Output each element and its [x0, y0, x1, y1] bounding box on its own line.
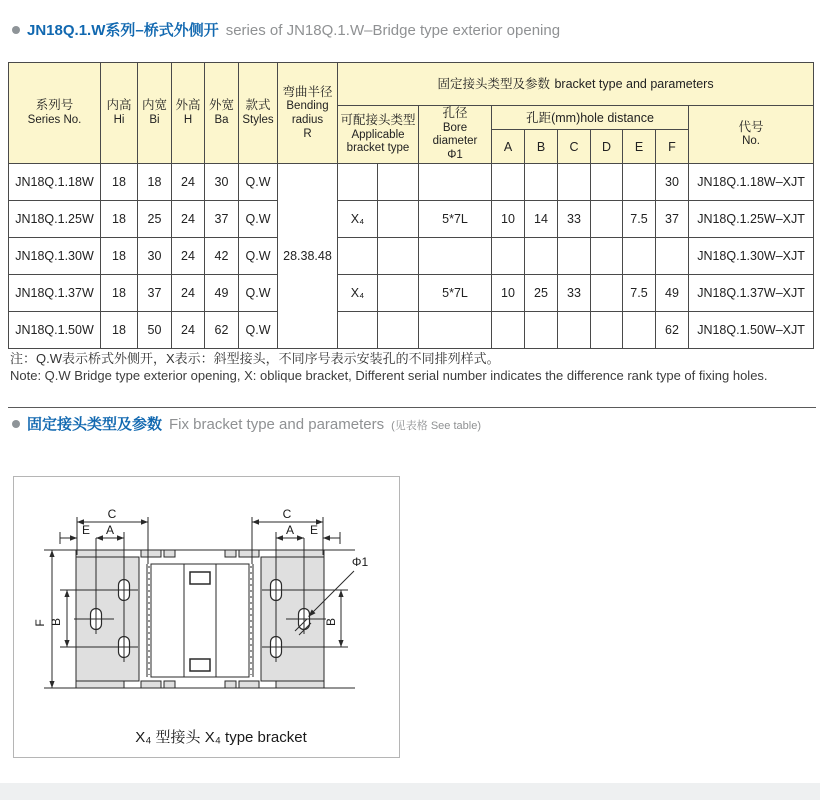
cell-code: JN18Q.1.50W–XJT: [689, 312, 814, 349]
table-row: [9, 238, 814, 275]
header-hole-distance-label: 孔距(mm)hole distance: [526, 110, 654, 125]
header-applicable-zh: 可配接头类型: [340, 112, 416, 127]
header-col-a: A: [492, 130, 525, 164]
header-col-f: F: [656, 130, 689, 164]
cell-style: Q.W: [239, 164, 278, 201]
note-zh: 注：Q.W表示桥式外侧开，X表示：斜型接头，不同序号表示安装孔的不同排列样式。: [10, 351, 500, 366]
section2-title-en: Fix bracket type and parameters: [169, 416, 385, 433]
cell-f: 30: [656, 164, 689, 201]
dim-label-a-left: A: [105, 523, 115, 537]
header-bi-en: Bi: [149, 113, 160, 126]
cell-c: [558, 164, 591, 201]
cell-style: Q.W: [239, 275, 278, 312]
cell-series: JN18Q.1.25W: [9, 201, 101, 238]
cell-bi: 37: [138, 275, 172, 312]
header-styles-en: Styles: [242, 113, 274, 126]
cell-b: [525, 238, 558, 275]
cell-c: 33: [558, 275, 591, 312]
cell-ba: 49: [205, 275, 239, 312]
cell-b: 14: [525, 201, 558, 238]
cell-hi: 18: [101, 238, 138, 275]
header-styles: [239, 63, 278, 164]
header-col-c: C: [558, 130, 591, 164]
cell-hi: 18: [101, 312, 138, 349]
cell-a: 10: [492, 275, 525, 312]
page-title-zh: JN18Q.1.W系列–桥式外侧开: [27, 22, 219, 39]
dim-label-b-left: B: [49, 617, 63, 627]
cell-b: 25: [525, 275, 558, 312]
cell-e: [623, 238, 656, 275]
cell-series: JN18Q.1.18W: [9, 164, 101, 201]
cell-bracket2: [378, 275, 419, 312]
header-hi-en: Hi: [113, 113, 125, 126]
figure-box: [13, 476, 400, 758]
header-bore-zh: 孔径: [442, 106, 468, 120]
cell-bracket2: [378, 201, 419, 238]
cell-bi: 18: [138, 164, 172, 201]
cell-series: JN18Q.1.50W: [9, 312, 101, 349]
dim-label-e-right: E: [309, 523, 319, 537]
cell-a: 10: [492, 201, 525, 238]
header-bracket-group: [338, 63, 814, 106]
cell-bi: 25: [138, 201, 172, 238]
section2-title-zh: 固定接头类型及参数: [27, 416, 163, 433]
header-col-b: B: [525, 130, 558, 164]
dim-label-b-right: B: [324, 617, 338, 627]
header-bore-en1: Bore diameter: [432, 121, 478, 148]
cell-bore: 5*7L: [419, 275, 492, 312]
cell-e: 7.5: [623, 275, 656, 312]
cell-bracket: X₄: [338, 201, 378, 238]
cell-code: JN18Q.1.37W–XJT: [689, 275, 814, 312]
cell-d: [591, 275, 623, 312]
footer-bar: [0, 783, 820, 800]
cell-series: JN18Q.1.30W: [9, 238, 101, 275]
cell-code: JN18Q.1.25W–XJT: [689, 201, 814, 238]
cell-ba: 30: [205, 164, 239, 201]
page-title-en: series of JN18Q.1.W–Bridge type exterior opening: [225, 22, 561, 39]
section-divider: [8, 407, 816, 408]
cell-f: 37: [656, 201, 689, 238]
cell-bracket: [338, 164, 378, 201]
cell-h: 24: [172, 275, 205, 312]
header-h-en: H: [183, 113, 193, 126]
cell-bi: 50: [138, 312, 172, 349]
cell-f: 49: [656, 275, 689, 312]
cell-h: 24: [172, 238, 205, 275]
cell-bracket2: [378, 164, 419, 201]
header-applicable-en1: Applicable: [351, 128, 405, 141]
cell-series: JN18Q.1.37W: [9, 275, 101, 312]
header-code-en: No.: [742, 135, 760, 148]
cell-style: Q.W: [239, 201, 278, 238]
header-h-zh: 外高: [175, 98, 201, 113]
cell-bracket: X₄: [338, 275, 378, 312]
cell-style: Q.W: [239, 312, 278, 349]
header-styles-zh: 款式: [245, 98, 271, 113]
cell-a: [492, 238, 525, 275]
header-applicable-en2: bracket type: [346, 142, 410, 155]
header-bending-radius: [278, 63, 338, 164]
cell-bracket: [338, 312, 378, 349]
cell-d: [591, 201, 623, 238]
header-series-en: Series No.: [27, 113, 82, 126]
header-bending-en3: R: [303, 127, 312, 140]
header-bending-en1: Bending: [286, 100, 329, 113]
table-row: [9, 275, 814, 312]
header-h: [172, 63, 205, 164]
spec-table: [8, 62, 814, 349]
cell-h: 24: [172, 201, 205, 238]
cell-f: 62: [656, 312, 689, 349]
header-bi-zh: 内宽: [141, 98, 167, 113]
cell-c: [558, 238, 591, 275]
cell-bore: [419, 164, 492, 201]
cell-a: [492, 312, 525, 349]
cell-bracket2: [378, 312, 419, 349]
cell-c: 33: [558, 201, 591, 238]
cell-bore: 5*7L: [419, 201, 492, 238]
bullet-icon: [12, 420, 20, 428]
cell-bore: [419, 238, 492, 275]
cell-ba: 42: [205, 238, 239, 275]
cell-d: [591, 238, 623, 275]
cell-hi: 18: [101, 201, 138, 238]
header-bending-zh: 弯曲半径: [282, 84, 333, 99]
table-row: [9, 201, 814, 238]
note-en: Note: Q.W Bridge type exterior opening, X: oblique bracket, Different serial number indicates the difference rank type of fixing holes.: [10, 368, 768, 383]
table-row: [9, 164, 814, 201]
header-ba: [205, 63, 239, 164]
cell-code: JN18Q.1.18W–XJT: [689, 164, 814, 201]
section2-title: [12, 413, 481, 434]
cell-bracket: [338, 238, 378, 275]
header-col-e: E: [623, 130, 656, 164]
cell-ba: 62: [205, 312, 239, 349]
x4-bracket-diagram: [14, 477, 399, 757]
dim-label-c-right: C: [282, 507, 292, 521]
dim-label-c-left: C: [107, 507, 117, 521]
bullet-icon: [12, 26, 20, 34]
cell-hi: 18: [101, 275, 138, 312]
dim-label-a-right: A: [285, 523, 295, 537]
cell-d: [591, 312, 623, 349]
header-series: [9, 63, 101, 164]
header-bracket-group-en: bracket type and parameters: [554, 77, 714, 91]
header-bracket-group-zh: 固定接头类型及参数: [437, 77, 550, 91]
header-bending-en2: radius: [291, 113, 324, 126]
dim-label-phi: Φ1: [351, 555, 369, 569]
header-applicable-bracket: [338, 106, 419, 164]
header-ba-en: Ba: [214, 113, 229, 126]
cell-bracket2: [378, 238, 419, 275]
diagram-caption: X₄ 型接头 X₄ type bracket: [135, 729, 307, 746]
header-hole-distance: [492, 106, 689, 130]
header-bi: [138, 63, 172, 164]
dim-label-f: F: [33, 619, 47, 627]
page-title: [12, 19, 560, 40]
header-code-zh: 代号: [738, 119, 764, 134]
header-bore-en2: Φ1: [447, 149, 463, 162]
header-col-d: D: [591, 130, 623, 164]
table-row: [9, 312, 814, 349]
header-series-zh: 系列号: [35, 98, 74, 113]
header-code: [689, 106, 814, 164]
cell-style: Q.W: [239, 238, 278, 275]
cell-bending-radius: 28.38.48: [278, 164, 338, 349]
cell-h: 24: [172, 164, 205, 201]
cell-e: 7.5: [623, 201, 656, 238]
dim-label-e-left: E: [81, 523, 91, 537]
cell-bi: 30: [138, 238, 172, 275]
cell-ba: 37: [205, 201, 239, 238]
section2-title-hint: (见表格 See table): [391, 420, 481, 432]
cell-hi: 18: [101, 164, 138, 201]
cell-code: JN18Q.1.30W–XJT: [689, 238, 814, 275]
cell-b: [525, 312, 558, 349]
cell-h: 24: [172, 312, 205, 349]
cell-f: [656, 238, 689, 275]
cell-e: [623, 164, 656, 201]
cell-c: [558, 312, 591, 349]
cell-e: [623, 312, 656, 349]
header-bore-diameter: [419, 106, 492, 164]
header-ba-zh: 外宽: [208, 98, 234, 113]
cell-a: [492, 164, 525, 201]
cell-b: [525, 164, 558, 201]
cell-d: [591, 164, 623, 201]
header-hi-zh: 内高: [106, 98, 132, 113]
cell-bore: [419, 312, 492, 349]
header-hi: [101, 63, 138, 164]
